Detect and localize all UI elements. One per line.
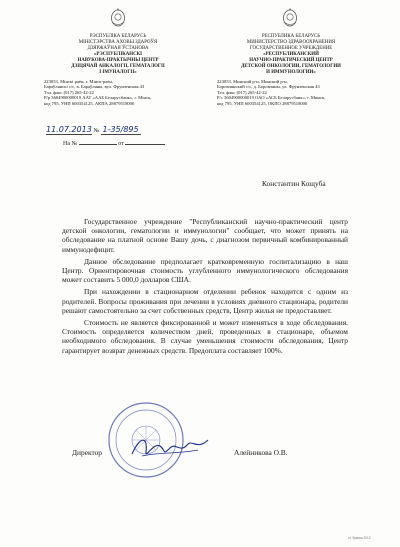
lh-right-line: МИНИСТЕРСТВО ЗДРАВООХРАНЕНИЯ (246, 40, 336, 45)
lh-right-line: РЕСПУБЛИКА БЕЛАРУСЬ (261, 34, 321, 39)
lh-left-address (44, 79, 192, 106)
body-paragraph: Стоимость не является фиксированной и может изменяться в ходе обследования. Стоимость определяется количеством дней, проведенных в стационаре, объемом необходимого обследования. В случае уменьшения стоимости обследования, Центр гарантирует возврат денежных средств. Предоплата составляет 100%. (62, 318, 348, 355)
letterhead-belarusian (44, 34, 192, 106)
incoming-date-blank (125, 144, 165, 145)
address-line: Тел. факс (017) 265-42-22 (217, 89, 267, 95)
lh-left-line: НАВУКОВА-ПРАКТЫЧНЫ ЦЕНТР (77, 58, 159, 63)
reference-number: 1-35/895 (102, 125, 139, 134)
reference-date: 11.07.2013 (46, 125, 92, 134)
state-emblem-right-icon (282, 6, 298, 28)
lh-left-line: І ІМУНАЛОГІІ» (99, 70, 137, 75)
body-paragraph: Государственное учреждение "Республиканский научно-практический центр детской онкологии, гематологии и иммунологии" сообщает, что может принять на обследование на платной основе Вашу дочь, с диагнозом первичный комбинированный иммунодефицит. (62, 217, 348, 254)
body-paragraph: Данное обследование предполагает кратковременную госпитализацию в наш Центр. Ориентировочная стоимость углубленного иммунологического обследования может составить 5 000,0 долларов США. (62, 256, 348, 285)
address-line: Бараўлянскі с/с, в. Бараўляны, вул. Фрунзенская 43 (44, 84, 145, 90)
address-line: Боровлянский с/с, д. Боровляны, ул. Фрунзенская 43 (217, 84, 320, 90)
incoming-reference (63, 141, 165, 147)
lh-right-line: ДЕТСКОЙ ОНКОЛОГИИ, ГЕМАТОЛОГИИ (241, 64, 341, 69)
body-paragraph: При нахождении в стационарном отделении ребенок находится с одним из родителей. Вопросы проживания при лечении в условиях дневного стационара, родители решают самостоятельно за счет собственных средств, Центр жилья не предоставляет. (62, 287, 348, 315)
lh-left-line: РЭСПУБЛІКА БЕЛАРУСЬ (89, 34, 147, 39)
address-line: Р/р 3604900000019 ААТ «ААБ Беларусбанк», г. Мінск, (44, 95, 152, 101)
lh-left-line: ДЗЯРЖАЎНАЯ ЎСТАНОВА (87, 46, 149, 51)
address-line: код 795, УНП 600354125, АКПА 28879518000 (44, 100, 135, 106)
lh-left-line: МІНІСТЭРСТВА АХОВЫ ЗДАРОЎЯ (78, 40, 158, 45)
signatory-role: Директор (72, 448, 102, 457)
signatory-name: Алейникова О.В. (234, 448, 288, 457)
recipient-name: Константин Кощуба (262, 179, 326, 188)
incoming-from: от (118, 141, 124, 147)
lh-right-line: И ИММУНОЛОГИИ» (266, 70, 316, 75)
address-line: 223053, Минский р-н, Минский р-н, (217, 79, 288, 84)
lh-right-line: «РЕСПУБЛИКАНСКИЙ (263, 52, 319, 57)
outgoing-reference (46, 125, 141, 135)
letterhead-russian (217, 34, 365, 106)
lh-left-line: ДЗІЦЯЧАЙ АНКАЛОГІІ, ГЕМАТАЛОГІІ (71, 64, 165, 69)
address-line: 223053, Мінскі раён, г. Мінск-раён, (44, 79, 113, 84)
lh-right-address (217, 79, 365, 106)
address-line: Р/с 3604900000019 ОАО «АСБ Беларусбанк», г. Минск, (217, 95, 326, 101)
incoming-number-blank (79, 144, 117, 145)
handwritten-signature-icon (128, 432, 212, 462)
address-line: Тэл. факс (017) 265-42-22 (44, 89, 94, 95)
lh-right-line: НАУЧНО-ПРАКТИЧЕСКИЙ ЦЕНТР (249, 58, 333, 63)
letter-body (62, 217, 348, 358)
incoming-prefix: На № (63, 141, 78, 147)
address-line: код 795, УНП 600354125, ОКПО 28879518000 (217, 100, 308, 106)
lh-right-line: ГОСУДАРСТВЕННОЕ УЧРЕЖДЕНИЕ (249, 46, 333, 51)
lh-left-line: «РЭСПУБЛІКАНСКІ (93, 52, 143, 57)
reference-number-sign: № (93, 128, 100, 134)
page-footer: ст. бумага 2012 (348, 536, 371, 540)
state-emblem-left-icon (110, 6, 126, 28)
